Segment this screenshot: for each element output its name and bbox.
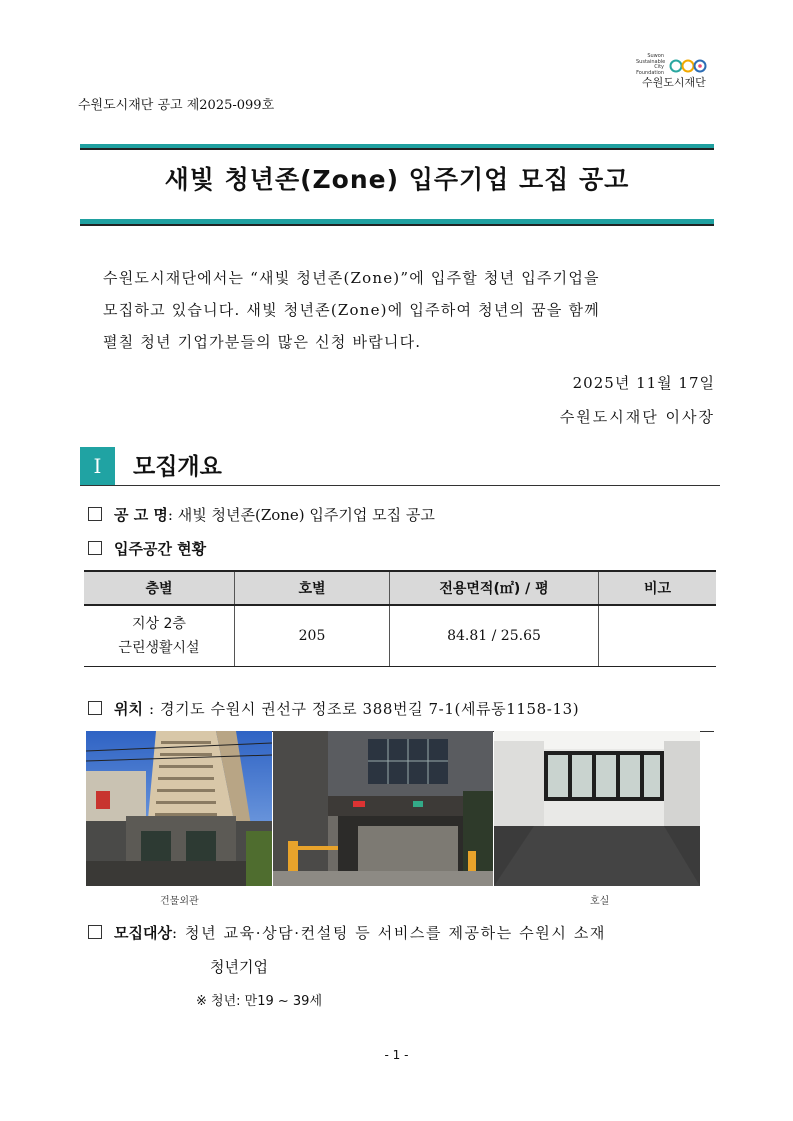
building-exterior-photo: [86, 731, 272, 886]
checkbox-square-icon: [88, 701, 102, 715]
notice-number: 수원도시재단 공고 제2025-099호: [78, 98, 275, 113]
cell-note: [599, 605, 717, 667]
item-target: [88, 922, 606, 943]
checkbox-square-icon: [88, 507, 102, 521]
signer: 수원도시재단 이사장: [559, 408, 715, 426]
notice-date: 2025년 11월 17일: [572, 374, 715, 392]
checkbox-square-icon: [88, 541, 102, 555]
space-table: [84, 570, 716, 667]
intro-line: 펼칠 청년 기업가분들의 많은 신청 바랍니다.: [103, 333, 422, 351]
header-floor: 층별: [84, 571, 235, 605]
page-title: [80, 160, 714, 196]
logo-circles-icon: [668, 58, 718, 74]
item-location: [88, 698, 579, 719]
cell-floor-line: 지상 2층: [132, 616, 186, 632]
logo-tagline: [636, 54, 664, 76]
page-title-text: 새빛 청년존(Zone) 입주기업 모집 공고: [164, 165, 630, 194]
title-bottom-bar-line: [80, 224, 714, 226]
cell-unit: 205: [235, 605, 390, 667]
logo-tagline-line: Sustainable: [636, 58, 666, 65]
cell-floor-line: 근린생활시설: [118, 640, 200, 656]
page-number: - 1 -: [384, 1048, 409, 1062]
header-unit: 호별: [235, 571, 390, 605]
item-label: 공 고 명: [114, 506, 168, 524]
room-interior-photo: [494, 731, 700, 886]
checkbox-square-icon: [88, 925, 102, 939]
title-top-bar-line: [80, 148, 714, 150]
section-number: I: [80, 447, 115, 485]
item-label: 위치: [114, 700, 143, 718]
item-value: : 경기도 수원시 권선구 정조로 388번길 7-1(세류동1158-13): [148, 700, 580, 718]
intro-paragraph: [103, 262, 703, 358]
cell-area: 84.81 / 25.65: [390, 605, 599, 667]
item-label: 입주공간 현황: [114, 540, 207, 558]
item-value: : 청년 교육·상담·컨설팅 등 서비스를 제공하는 수원시 소재: [171, 924, 607, 942]
header-area: 전용면적(㎡) / 평: [390, 571, 599, 605]
intro-line: 수원도시재단에서는 “새빛 청년존(Zone)”에 입주할 청년 입주기업을: [103, 269, 600, 287]
logo-tagline-line: Suwon: [647, 53, 664, 59]
item-value: : 새빛 청년존(Zone) 입주기업 모집 공고: [167, 506, 435, 524]
header-note: 비고: [599, 571, 717, 605]
logo-name: 수원도시재단: [642, 76, 706, 89]
item-target-continued: 청년기업: [210, 958, 268, 976]
table-row: [84, 605, 716, 667]
photo-caption: 호실: [590, 896, 610, 907]
building-entrance-photo: [273, 731, 493, 886]
age-note: ※ 청년: 만19 ~ 39세: [196, 994, 323, 1009]
section-title: 모집개요: [133, 454, 222, 480]
cell-floor: [84, 605, 235, 667]
photo-caption: 건물외관: [160, 896, 199, 907]
item-label: 모집대상: [114, 924, 172, 942]
intro-line: 모집하고 있습니다. 새빛 청년존(Zone)에 입주하여 청년의 꿈을 함께: [103, 301, 600, 319]
table-header-row: [84, 571, 716, 605]
logo-tagline-line: City Foundation: [636, 64, 664, 76]
item-space-status: [88, 538, 206, 559]
foundation-logo: [632, 52, 722, 92]
item-notice-name: [88, 504, 435, 525]
section-divider: [80, 485, 720, 486]
